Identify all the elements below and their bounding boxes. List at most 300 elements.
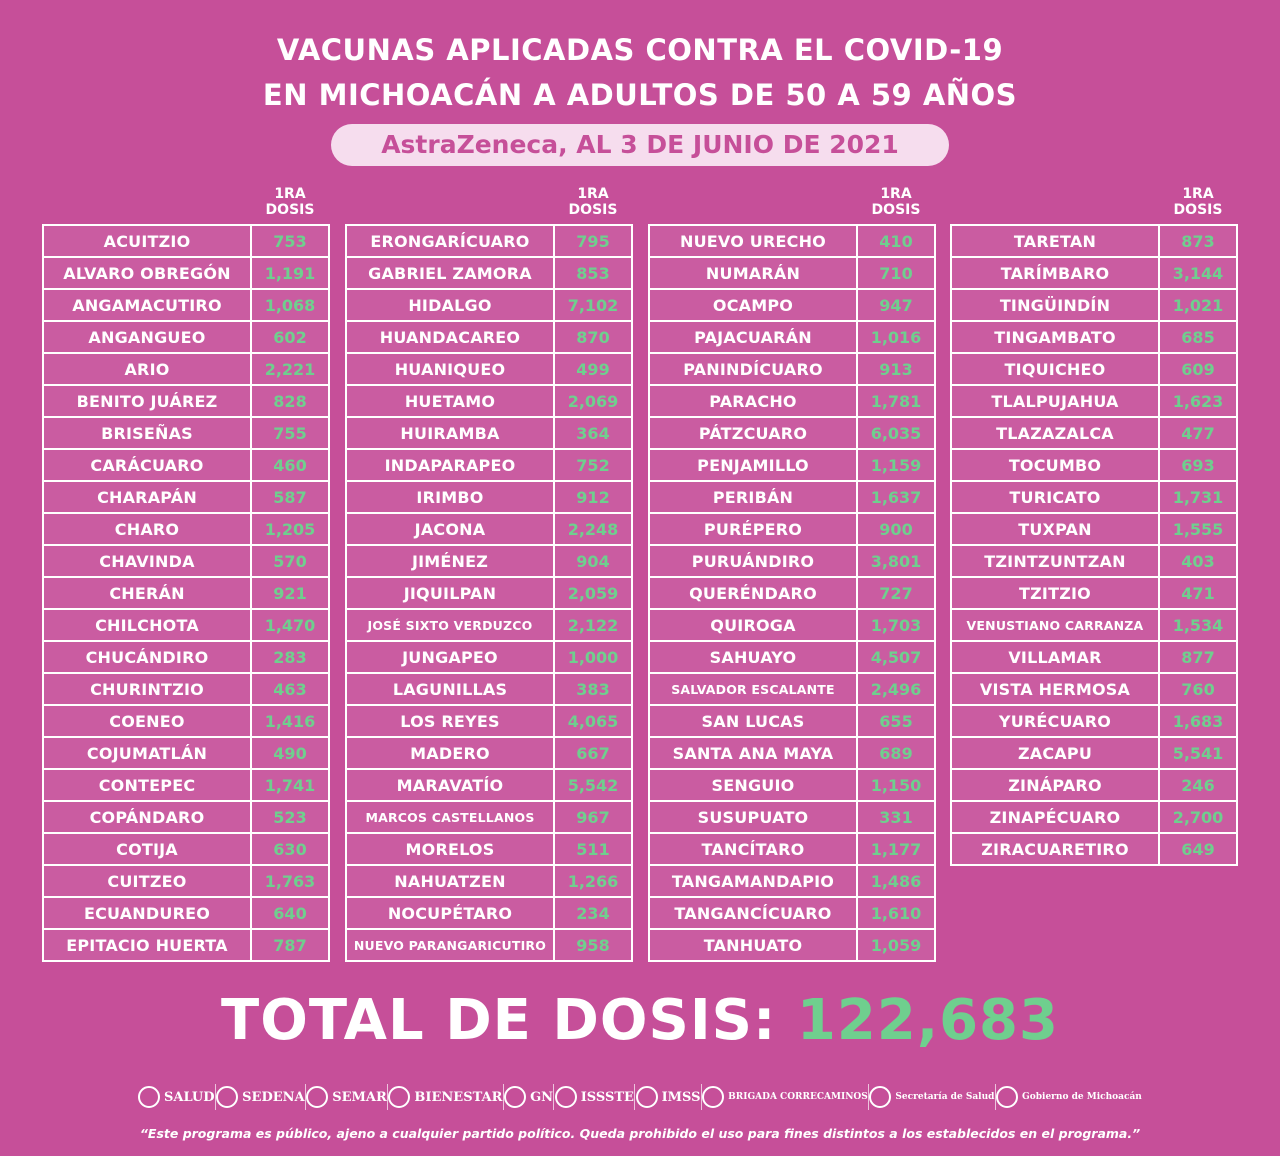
municipality-column-4 xyxy=(950,186,1238,866)
dose-count: 2,122 xyxy=(567,615,619,635)
dose-count: 2,700 xyxy=(1172,807,1224,827)
municipality-name: SAHUAYO xyxy=(650,642,858,672)
table-row xyxy=(44,322,328,354)
dose-count: 2,248 xyxy=(567,519,619,539)
dose-count: 1,016 xyxy=(870,327,922,347)
dose-count: 1,021 xyxy=(1172,295,1224,315)
table-row xyxy=(44,674,328,706)
table-row xyxy=(952,258,1236,290)
doses-table xyxy=(648,224,936,962)
municipality-name: CHUCÁNDIRO xyxy=(44,642,252,672)
dose-count: 410 xyxy=(879,231,913,251)
table-row xyxy=(952,322,1236,354)
table-row xyxy=(952,226,1236,258)
logo-salud: SALUD xyxy=(138,1086,215,1108)
column-header: 1RA DOSIS xyxy=(871,186,921,218)
table-row xyxy=(347,290,631,322)
dose-count: 1,000 xyxy=(567,647,619,667)
municipality-name: EPITACIO HUERTA xyxy=(44,930,252,960)
dose-count: 1,177 xyxy=(870,839,922,859)
municipality-name: PAJACUARÁN xyxy=(650,322,858,352)
dose-count: 4,507 xyxy=(870,647,922,667)
dose-count: 2,059 xyxy=(567,583,619,603)
dose-count: 1,610 xyxy=(870,903,922,923)
dose-count: 710 xyxy=(879,263,913,283)
emblem-icon xyxy=(306,1086,328,1108)
table-row xyxy=(650,322,934,354)
table-row xyxy=(347,514,631,546)
municipality-name: SANTA ANA MAYA xyxy=(650,738,858,768)
municipality-name: NOCUPÉTARO xyxy=(347,898,555,928)
dose-count: 921 xyxy=(273,583,307,603)
emblem-icon xyxy=(636,1086,658,1108)
emblem-icon xyxy=(138,1086,160,1108)
dose-count: 5,541 xyxy=(1172,743,1224,763)
dose-count: 234 xyxy=(576,903,610,923)
doses-table xyxy=(42,224,330,962)
table-row xyxy=(347,802,631,834)
dose-count: 727 xyxy=(879,583,913,603)
dose-count: 685 xyxy=(1181,327,1215,347)
logo-brigada-correcaminos: BRIGADA CORRECAMINOS xyxy=(702,1086,868,1108)
table-row xyxy=(650,290,934,322)
emblem-icon xyxy=(702,1086,724,1108)
logo-semar: SEMAR xyxy=(306,1086,387,1108)
municipality-name: BRISEÑAS xyxy=(44,418,252,448)
table-row xyxy=(44,770,328,802)
municipality-name: ERONGARÍCUARO xyxy=(347,226,555,256)
table-row xyxy=(952,290,1236,322)
logo-bienestar: BIENESTAR xyxy=(388,1086,502,1108)
dose-count: 1,068 xyxy=(264,295,316,315)
dose-count: 853 xyxy=(576,263,610,283)
table-row xyxy=(650,418,934,450)
municipality-name: TZINTZUNTZAN xyxy=(952,546,1160,576)
table-row xyxy=(650,738,934,770)
municipality-name: CHAVINDA xyxy=(44,546,252,576)
municipality-name: COPÁNDARO xyxy=(44,802,252,832)
dose-count: 490 xyxy=(273,743,307,763)
table-row xyxy=(650,226,934,258)
municipality-name: TOCUMBO xyxy=(952,450,1160,480)
table-row xyxy=(347,706,631,738)
municipality-name: COENEO xyxy=(44,706,252,736)
column-header: 1RA DOSIS xyxy=(568,186,618,218)
municipality-name: TUXPAN xyxy=(952,514,1160,544)
municipality-name: NUEVO URECHO xyxy=(650,226,858,256)
dose-count: 1,191 xyxy=(264,263,316,283)
table-row xyxy=(347,322,631,354)
municipality-name: JACONA xyxy=(347,514,555,544)
municipality-name: HIDALGO xyxy=(347,290,555,320)
dose-count: 2,221 xyxy=(264,359,316,379)
municipality-name: QUIROGA xyxy=(650,610,858,640)
table-row xyxy=(650,482,934,514)
table-row xyxy=(44,578,328,610)
dose-count: 947 xyxy=(879,295,913,315)
municipality-column-1 xyxy=(42,186,330,962)
dose-count: 667 xyxy=(576,743,610,763)
dose-count: 870 xyxy=(576,327,610,347)
table-row xyxy=(650,770,934,802)
table-row xyxy=(952,834,1236,864)
dose-count: 1,205 xyxy=(264,519,316,539)
municipality-name: TANCÍTARO xyxy=(650,834,858,864)
municipality-name: JUNGAPEO xyxy=(347,642,555,672)
table-row xyxy=(44,802,328,834)
municipality-name: OCAMPO xyxy=(650,290,858,320)
dose-count: 752 xyxy=(576,455,610,475)
municipality-name: ACUITZIO xyxy=(44,226,252,256)
logo-imss: IMSS xyxy=(636,1086,701,1108)
table-row xyxy=(44,354,328,386)
dose-count: 3,144 xyxy=(1172,263,1224,283)
table-row xyxy=(347,546,631,578)
municipality-name: TURICATO xyxy=(952,482,1160,512)
municipality-name: MADERO xyxy=(347,738,555,768)
table-row xyxy=(952,642,1236,674)
dose-count: 655 xyxy=(879,711,913,731)
dose-count: 958 xyxy=(576,935,610,955)
dose-count: 967 xyxy=(576,807,610,827)
table-row xyxy=(650,610,934,642)
municipality-name: TANHUATO xyxy=(650,930,858,960)
table-row xyxy=(650,834,934,866)
dose-count: 460 xyxy=(273,455,307,475)
municipality-name: TINGÜINDÍN xyxy=(952,290,1160,320)
table-row xyxy=(44,642,328,674)
table-row xyxy=(952,354,1236,386)
municipality-name: LAGUNILLAS xyxy=(347,674,555,704)
municipality-name: VILLAMAR xyxy=(952,642,1160,672)
logo-issste: ISSSTE xyxy=(555,1086,634,1108)
table-row xyxy=(347,674,631,706)
municipality-name: COJUMATLÁN xyxy=(44,738,252,768)
emblem-icon xyxy=(869,1086,891,1108)
emblem-icon xyxy=(555,1086,577,1108)
table-row xyxy=(347,258,631,290)
table-row xyxy=(44,834,328,866)
municipality-name: HUANDACAREO xyxy=(347,322,555,352)
dose-count: 602 xyxy=(273,327,307,347)
column-header: 1RA DOSIS xyxy=(265,186,315,218)
municipality-name: TLALPUJAHUA xyxy=(952,386,1160,416)
table-row xyxy=(952,546,1236,578)
municipality-name: SALVADOR ESCALANTE xyxy=(650,674,858,704)
municipality-name: ZIRACUARETIRO xyxy=(952,834,1160,864)
municipality-name: TARÍMBARO xyxy=(952,258,1160,288)
municipality-name: NAHUATZEN xyxy=(347,866,555,896)
dose-count: 755 xyxy=(273,423,307,443)
table-row xyxy=(650,258,934,290)
table-row xyxy=(650,674,934,706)
municipality-name: MARCOS CASTELLANOS xyxy=(347,802,555,832)
municipality-name: PURÉPERO xyxy=(650,514,858,544)
dose-count: 1,637 xyxy=(870,487,922,507)
dose-count: 630 xyxy=(273,839,307,859)
logo-gn: GN xyxy=(504,1086,553,1108)
total-label: TOTAL DE DOSIS: xyxy=(221,988,777,1053)
logo-sedena: SEDENA xyxy=(216,1086,304,1108)
table-row xyxy=(650,706,934,738)
doses-table xyxy=(345,224,633,962)
table-row xyxy=(347,450,631,482)
logo-secretar-a-de-salud: Secretaría de Salud xyxy=(869,1086,994,1108)
dose-count: 828 xyxy=(273,391,307,411)
dose-count: 900 xyxy=(879,519,913,539)
table-row xyxy=(952,514,1236,546)
dose-count: 570 xyxy=(273,551,307,571)
municipality-name: INDAPARAPEO xyxy=(347,450,555,480)
table-row xyxy=(44,290,328,322)
table-row xyxy=(952,770,1236,802)
table-row xyxy=(347,738,631,770)
column-header: 1RA DOSIS xyxy=(1173,186,1223,218)
municipality-name: MORELOS xyxy=(347,834,555,864)
municipality-name: ALVARO OBREGÓN xyxy=(44,258,252,288)
table-row xyxy=(650,898,934,930)
dose-count: 1,159 xyxy=(870,455,922,475)
table-row xyxy=(347,866,631,898)
municipality-name: CHARO xyxy=(44,514,252,544)
dose-count: 1,150 xyxy=(870,775,922,795)
table-row xyxy=(44,386,328,418)
table-row xyxy=(347,578,631,610)
dose-count: 4,065 xyxy=(567,711,619,731)
dose-count: 1,486 xyxy=(870,871,922,891)
municipality-column-3 xyxy=(648,186,936,962)
dose-count: 2,069 xyxy=(567,391,619,411)
dose-count: 1,059 xyxy=(870,935,922,955)
municipality-name: NUEVO PARANGARICUTIRO xyxy=(347,930,555,960)
municipality-name: CHARAPÁN xyxy=(44,482,252,512)
dose-count: 364 xyxy=(576,423,610,443)
table-row xyxy=(650,514,934,546)
municipality-name: TZITZIO xyxy=(952,578,1160,608)
municipality-name: YURÉCUARO xyxy=(952,706,1160,736)
table-row xyxy=(347,898,631,930)
municipality-name: IRIMBO xyxy=(347,482,555,512)
municipality-name: SAN LUCAS xyxy=(650,706,858,736)
table-row xyxy=(952,418,1236,450)
dose-count: 6,035 xyxy=(870,423,922,443)
dose-count: 913 xyxy=(879,359,913,379)
table-row xyxy=(44,898,328,930)
table-row xyxy=(44,738,328,770)
municipality-name: JIQUILPAN xyxy=(347,578,555,608)
emblem-icon xyxy=(996,1086,1018,1108)
dose-count: 1,781 xyxy=(870,391,922,411)
table-row xyxy=(44,930,328,960)
municipality-name: COTIJA xyxy=(44,834,252,864)
table-row xyxy=(44,482,328,514)
table-row xyxy=(347,642,631,674)
table-row xyxy=(347,354,631,386)
dose-count: 787 xyxy=(273,935,307,955)
table-row xyxy=(650,546,934,578)
municipality-name: PENJAMILLO xyxy=(650,450,858,480)
municipality-name: PANINDÍCUARO xyxy=(650,354,858,384)
table-row xyxy=(44,450,328,482)
dose-count: 753 xyxy=(273,231,307,251)
dose-count: 649 xyxy=(1181,839,1215,859)
logo-gobierno-de-michoac-n: Gobierno de Michoacán xyxy=(996,1086,1142,1108)
table-row xyxy=(44,226,328,258)
dose-count: 760 xyxy=(1181,679,1215,699)
municipality-name: HUETAMO xyxy=(347,386,555,416)
dose-count: 246 xyxy=(1181,775,1215,795)
municipality-name: SUSUPUATO xyxy=(650,802,858,832)
table-row xyxy=(952,802,1236,834)
table-row xyxy=(952,706,1236,738)
table-row xyxy=(44,610,328,642)
dose-count: 795 xyxy=(576,231,610,251)
logo-strip xyxy=(138,1080,1142,1114)
dose-count: 5,542 xyxy=(567,775,619,795)
municipality-name: CONTEPEC xyxy=(44,770,252,800)
dose-count: 689 xyxy=(879,743,913,763)
municipality-name: TANGAMANDAPIO xyxy=(650,866,858,896)
title-line-1: VACUNAS APLICADAS CONTRA EL COVID-19 xyxy=(276,33,1004,67)
municipality-name: HUIRAMBA xyxy=(347,418,555,448)
table-row xyxy=(347,482,631,514)
municipality-name: ANGANGUEO xyxy=(44,322,252,352)
dose-count: 403 xyxy=(1181,551,1215,571)
table-row xyxy=(44,514,328,546)
municipality-name: NUMARÁN xyxy=(650,258,858,288)
dose-count: 463 xyxy=(273,679,307,699)
table-row xyxy=(44,706,328,738)
municipality-name: CHURINTZIO xyxy=(44,674,252,704)
municipality-name: GABRIEL ZAMORA xyxy=(347,258,555,288)
municipality-name: JIMÉNEZ xyxy=(347,546,555,576)
emblem-icon xyxy=(504,1086,526,1108)
dose-count: 1,534 xyxy=(1172,615,1224,635)
municipality-name: ZINÁPARO xyxy=(952,770,1160,800)
dose-count: 609 xyxy=(1181,359,1215,379)
table-row xyxy=(952,386,1236,418)
table-row xyxy=(952,610,1236,642)
dose-count: 1,623 xyxy=(1172,391,1224,411)
table-row xyxy=(650,802,934,834)
dose-count: 587 xyxy=(273,487,307,507)
municipality-name: HUANIQUEO xyxy=(347,354,555,384)
dose-count: 640 xyxy=(273,903,307,923)
municipality-name: VISTA HERMOSA xyxy=(952,674,1160,704)
dose-count: 1,741 xyxy=(264,775,316,795)
municipality-name: TINGAMBATO xyxy=(952,322,1160,352)
table-row xyxy=(347,226,631,258)
table-row xyxy=(952,738,1236,770)
table-row xyxy=(44,546,328,578)
dose-count: 1,731 xyxy=(1172,487,1224,507)
municipality-name: TLAZAZALCA xyxy=(952,418,1160,448)
subtitle-pill: AstraZeneca, AL 3 DE JUNIO DE 2021 xyxy=(331,124,949,166)
table-row xyxy=(347,386,631,418)
municipality-name: ARIO xyxy=(44,354,252,384)
table-row xyxy=(650,866,934,898)
dose-count: 1,763 xyxy=(264,871,316,891)
table-row xyxy=(952,578,1236,610)
dose-count: 1,470 xyxy=(264,615,316,635)
total-doses xyxy=(0,988,1280,1054)
dose-count: 2,496 xyxy=(870,679,922,699)
emblem-icon xyxy=(216,1086,238,1108)
table-row xyxy=(650,450,934,482)
municipality-name: PERIBÁN xyxy=(650,482,858,512)
emblem-icon xyxy=(388,1086,410,1108)
municipality-name: LOS REYES xyxy=(347,706,555,736)
table-row xyxy=(347,930,631,960)
table-row xyxy=(952,674,1236,706)
dose-count: 1,416 xyxy=(264,711,316,731)
table-row xyxy=(650,578,934,610)
table-row xyxy=(650,642,934,674)
municipality-name: CHILCHOTA xyxy=(44,610,252,640)
dose-count: 912 xyxy=(576,487,610,507)
dose-count: 499 xyxy=(576,359,610,379)
municipality-name: BENITO JUÁREZ xyxy=(44,386,252,416)
municipality-name: QUERÉNDARO xyxy=(650,578,858,608)
dose-count: 877 xyxy=(1181,647,1215,667)
municipality-name: MARAVATÍO xyxy=(347,770,555,800)
municipality-name: PARACHO xyxy=(650,386,858,416)
municipality-name: TARETAN xyxy=(952,226,1160,256)
municipality-name: ZINAPÉCUARO xyxy=(952,802,1160,832)
disclaimer: “Este programa es público, ajeno a cualquier partido político. Queda prohibido el uso para fines distintos a los establecidos en el programa.” xyxy=(139,1126,1141,1141)
dose-count: 873 xyxy=(1181,231,1215,251)
dose-count: 283 xyxy=(273,647,307,667)
municipality-name: PÁTZCUARO xyxy=(650,418,858,448)
dose-count: 331 xyxy=(879,807,913,827)
municipality-name: ECUANDUREO xyxy=(44,898,252,928)
table-row xyxy=(650,930,934,960)
dose-count: 1,703 xyxy=(870,615,922,635)
table-row xyxy=(650,386,934,418)
dose-count: 7,102 xyxy=(567,295,619,315)
dose-count: 904 xyxy=(576,551,610,571)
municipality-name: ZACAPU xyxy=(952,738,1160,768)
table-row xyxy=(44,866,328,898)
table-row xyxy=(952,482,1236,514)
table-row xyxy=(347,770,631,802)
municipality-name: ANGAMACUTIRO xyxy=(44,290,252,320)
dose-count: 477 xyxy=(1181,423,1215,443)
municipality-name: VENUSTIANO CARRANZA xyxy=(952,610,1160,640)
dose-count: 693 xyxy=(1181,455,1215,475)
dose-count: 383 xyxy=(576,679,610,699)
table-row xyxy=(347,418,631,450)
table-row xyxy=(347,610,631,642)
dose-count: 1,266 xyxy=(567,871,619,891)
municipality-name: PURUÁNDIRO xyxy=(650,546,858,576)
dose-count: 3,801 xyxy=(870,551,922,571)
dose-count: 511 xyxy=(576,839,610,859)
table-row xyxy=(952,450,1236,482)
page-title xyxy=(0,28,1280,118)
title-line-2: EN MICHOACÁN A ADULTOS DE 50 A 59 AÑOS xyxy=(262,78,1018,112)
dose-count: 471 xyxy=(1181,583,1215,603)
dose-count: 523 xyxy=(273,807,307,827)
doses-table xyxy=(950,224,1238,866)
table-row xyxy=(650,354,934,386)
municipality-name: JOSÉ SIXTO VERDUZCO xyxy=(347,610,555,640)
table-row xyxy=(347,834,631,866)
municipality-name: CUITZEO xyxy=(44,866,252,896)
dose-count: 1,683 xyxy=(1172,711,1224,731)
municipality-column-2 xyxy=(345,186,633,962)
dose-count: 1,555 xyxy=(1172,519,1224,539)
